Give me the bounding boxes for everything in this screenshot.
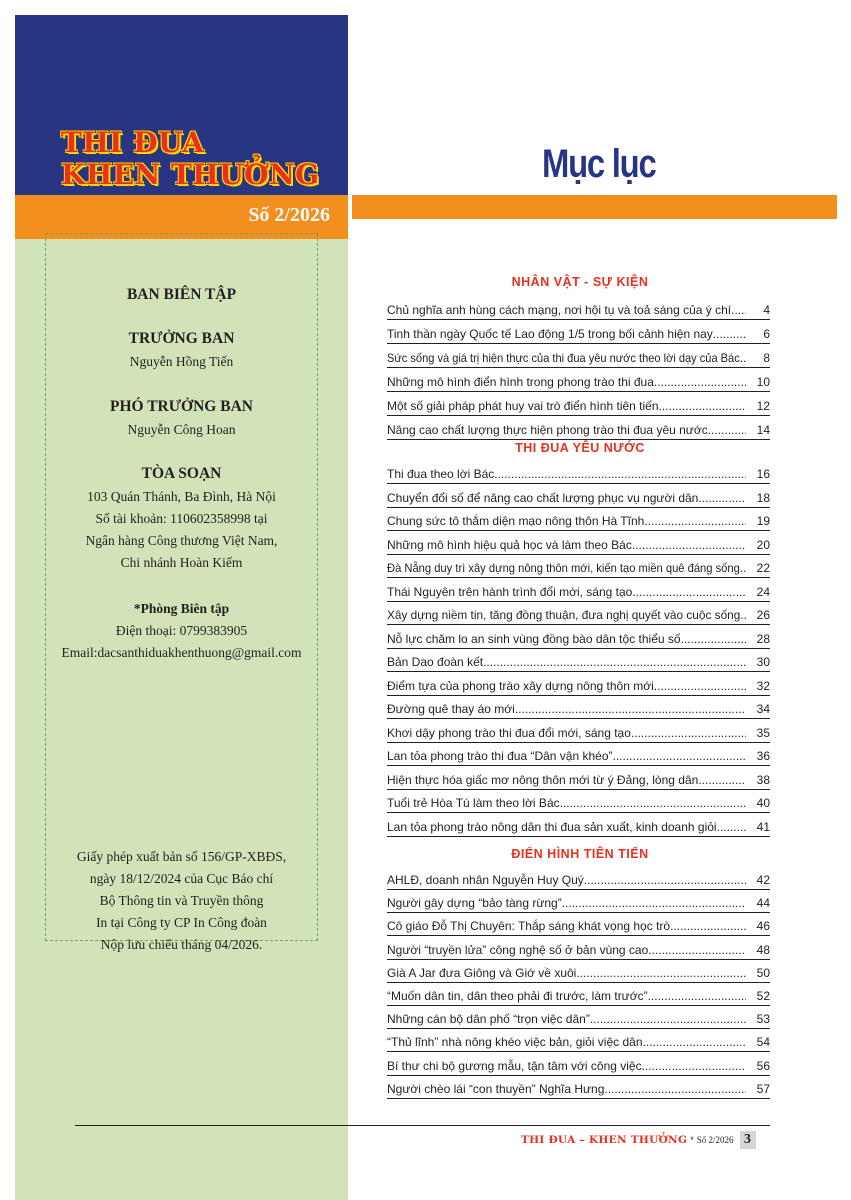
toc-entry-page: 41 [756, 819, 770, 834]
page-number: 3 [740, 1131, 756, 1149]
toc-entry-rule [387, 912, 770, 913]
toc-entry-page: 57 [756, 1081, 770, 1096]
toc-leader-dots [698, 771, 746, 789]
toc-leader-dots [632, 583, 746, 601]
toc-entry-page: 52 [756, 989, 770, 1003]
toc-entry-page: 12 [756, 399, 770, 413]
toc-entry-page: 42 [756, 873, 770, 887]
toc-section-heading: NHÂN VẬT - SỰ KIỆN [511, 275, 649, 289]
toc-leader-dots [560, 794, 746, 812]
toc-entry[interactable] [387, 397, 770, 415]
toc-entry-title: Những mô hình hiệu quả học và làm theo Bác [387, 537, 632, 552]
toc-entry-title: Xây dựng niềm tin, tăng đồng thuận, đưa nghị quyết vào cuộc sống [387, 608, 741, 622]
toc-entry-rule [387, 483, 770, 484]
toc-entry-rule [387, 319, 770, 320]
toc-entry-page: 28 [756, 631, 770, 646]
toc-entry[interactable] [387, 1033, 770, 1051]
toc-leader-dots [494, 465, 746, 483]
toc-entry[interactable] [387, 700, 770, 718]
toc-leader-dots [515, 700, 746, 718]
toc-entry[interactable] [387, 871, 770, 889]
toc-entry-rule [387, 1098, 770, 1099]
page-title: Mục lục [542, 142, 656, 186]
toc-entry-title: Bản Dao đoàn kết [387, 655, 484, 669]
dept-label: *Phòng Biên tập [133, 601, 230, 616]
toc-leader-dots [632, 536, 746, 554]
toc-entry[interactable] [387, 818, 770, 836]
masthead-title-line2: KHEN THƯỞNG [61, 158, 320, 191]
license-line4: In tại Công ty CP In Công đoàn [96, 915, 267, 930]
dept-phone: Điện thoại: 0799383905 [115, 623, 248, 638]
toc-entry-rule [387, 889, 770, 890]
office-label: TÒA SOẠN [141, 465, 222, 482]
toc-entry-rule [387, 671, 770, 672]
toc-entry-title: Sức sống và giá trị hiện thực của thi đua yêu nước theo lời dạy của Bác [387, 351, 740, 365]
toc-entry-page: 16 [756, 467, 770, 481]
toc-entry-rule [387, 577, 770, 578]
issue-number: Số 2/2026 [248, 204, 330, 226]
toc-entry-rule [387, 935, 770, 936]
license-line5: Nộp lưu chiểu tháng 04/2026. [100, 937, 263, 952]
toc-leader-dots [644, 512, 746, 530]
toc-entry-page: 8 [763, 351, 770, 365]
toc-leader-dots [648, 941, 746, 959]
toc-leader-dots [483, 653, 746, 671]
toc-entry-page: 10 [756, 375, 770, 389]
toc-entry-title: Điểm tựa của phong trào xây dựng nông thôn mới [387, 678, 654, 693]
toc-entry-page: 54 [756, 1035, 770, 1050]
toc-entry-page: 22 [756, 561, 770, 575]
toc-entry-page: 32 [756, 678, 770, 693]
toc-entry[interactable] [387, 917, 770, 935]
toc-entry-rule [387, 391, 770, 392]
toc-entry[interactable] [387, 747, 770, 765]
toc-entry-rule [387, 836, 770, 837]
toc-leader-dots [713, 325, 746, 343]
toc-entry-page: 14 [756, 423, 770, 437]
toc-entry[interactable] [387, 771, 770, 789]
toc-entry-title: Một số giải pháp phát huy vai trò điển hình tiên tiến [387, 399, 659, 413]
toc-entry-page: 24 [756, 584, 770, 599]
toc-entry[interactable] [387, 987, 770, 1005]
toc-entry[interactable] [387, 677, 770, 695]
toc-entry-page: 19 [756, 514, 770, 528]
toc-entry-rule [387, 812, 770, 813]
toc-entry-page: 56 [756, 1058, 770, 1073]
toc-leader-dots [659, 397, 746, 415]
toc-leader-dots [698, 489, 746, 507]
toc-entry-rule [387, 1075, 770, 1076]
toc-entry-rule [387, 718, 770, 719]
toc-entry-page: 46 [756, 919, 770, 934]
toc-entry[interactable] [387, 1057, 770, 1075]
toc-entry[interactable] [387, 421, 770, 439]
license-line2: ngày 18/12/2024 của Cục Báo chí [89, 871, 274, 886]
toc-entry-title: Bí thư chi bộ gương mẫu, tận tâm với công việc [387, 1058, 642, 1073]
toc-entry[interactable] [387, 1080, 770, 1098]
toc-entry[interactable] [387, 606, 770, 624]
toc-entry-rule [387, 695, 770, 696]
toc-leader-dots [654, 677, 746, 695]
footer-magazine-title: THI ĐUA – KHEN THƯỞNG [521, 1134, 688, 1146]
masthead-title [61, 127, 320, 191]
toc-entry-page: 26 [756, 608, 770, 622]
toc-entry-title: Lan tỏa phong trào thi đua “Dân vận khéo” [387, 749, 613, 763]
toc-entry-page: 20 [756, 537, 770, 552]
office-address: 103 Quán Thánh, Ba Đình, Hà Nội [87, 489, 276, 504]
toc-entry[interactable] [387, 512, 770, 530]
toc-entry-rule [387, 601, 770, 602]
bank-account: Số tài khoản: 110602358998 tại [95, 511, 268, 526]
toc-entry-page: 4 [763, 303, 770, 317]
toc-entry-page: 53 [756, 1012, 770, 1027]
toc-entry-title: Khơi dậy phong trào thi đua đổi mới, sáng tạo [387, 725, 631, 740]
toc-entry-rule [387, 765, 770, 766]
toc-leader-dots [654, 373, 746, 391]
toc-entry-title: Chủ nghĩa anh hùng cách mạng, nơi hội tụ và toả sáng của ý chí [387, 303, 732, 317]
toc-entry[interactable] [387, 894, 770, 912]
toc-entry-title: Những mô hình điển hình trong phong trào thi đua [387, 375, 654, 389]
toc-leader-dots [576, 964, 746, 982]
license-line3: Bộ Thông tin và Truyền thông [99, 893, 264, 908]
toc-entry-page: 38 [756, 772, 770, 787]
bank-branch: Chi nhánh Hoàn Kiếm [120, 555, 243, 570]
toc-entry-title: Người chèo lái “con thuyền” Nghĩa Hưng [387, 1081, 605, 1096]
toc-leader-dots [643, 1033, 747, 1051]
toc-leader-dots [708, 421, 746, 439]
toc-leader-dots [642, 1057, 746, 1075]
toc-section-heading: THI ĐUA YÊU NƯỚC [515, 441, 645, 455]
toc-entry-title: Người gây dựng “bảo tàng rừng” [387, 896, 562, 911]
toc-entry-title: Tinh thần ngày Quốc tế Lao động 1/5 trong bối cảnh hiện nay [387, 327, 713, 341]
toc-leader-dots [631, 724, 746, 742]
toc-entry-page: 35 [756, 725, 770, 740]
toc-leader-dots [681, 630, 746, 648]
toc-entry-rule [387, 415, 770, 416]
toc-entry-title: Thi đua theo lời Bác [387, 467, 495, 481]
toc-entry-title: Cô giáo Đỗ Thị Chuyên: Thắp sáng khát vọng học trò [387, 919, 671, 934]
toc-entry[interactable] [387, 630, 770, 648]
toc-leader-dots [717, 818, 746, 836]
toc-leader-dots [604, 1080, 746, 1098]
license-line1: Giấy phép xuất bản số 156/GP-XBĐS, [76, 849, 287, 864]
toc-entry[interactable] [387, 325, 770, 343]
toc-entry-rule [387, 1005, 770, 1006]
header-orange-bar [352, 195, 837, 219]
footer-separator: * [690, 1135, 694, 1145]
toc-entry[interactable] [387, 724, 770, 742]
toc-entry-title: Lan tỏa phong trào nông dân thi đua sản xuất, kinh doanh giỏi [387, 819, 717, 834]
toc-leader-dots [648, 987, 746, 1005]
toc-leader-dots [731, 301, 746, 319]
chief-label: TRƯỞNG BAN [128, 330, 235, 347]
toc-entry-rule [387, 530, 770, 531]
toc-entry-rule [387, 789, 770, 790]
toc-entry-page: 34 [756, 702, 770, 716]
toc-leader-dots [670, 917, 746, 935]
toc-entry-rule [387, 343, 770, 344]
toc-entry-page: 40 [756, 796, 770, 810]
toc-entry-title: Đà Nẵng duy trì xây dựng nông thôn mới, kiến tạo miền quê đáng sống [387, 561, 740, 575]
toc-leader-dots [562, 894, 746, 912]
deputy-label: PHÓ TRƯỞNG BAN [110, 398, 253, 415]
toc-entry[interactable] [387, 373, 770, 391]
toc-entry-rule [387, 554, 770, 555]
toc-entry[interactable] [387, 941, 770, 959]
toc-entry-title: Hiện thực hóa giấc mơ nông thôn mới từ ý Đảng, lòng dân [387, 772, 699, 787]
toc-entry-title: Chuyển đổi số để nâng cao chất lượng phục vụ người dân [387, 490, 699, 505]
toc-entry-title: AHLĐ, doanh nhân Nguyễn Huy Quý [387, 873, 584, 887]
toc-entry-page: 6 [763, 327, 770, 341]
masthead [15, 15, 348, 195]
toc-entry-rule [387, 624, 770, 625]
masthead-title-line1: THI ĐUA [61, 126, 205, 159]
toc-entry-rule [387, 367, 770, 368]
deputy-name: Nguyễn Công Hoan [127, 422, 236, 437]
toc-entry[interactable] [387, 1010, 770, 1028]
toc-entry-title: Những cán bộ dân phố “trọn việc dân” [387, 1012, 590, 1027]
toc-entry-title: Nỗ lực chăm lo an sinh vùng đồng bào dân tộc thiểu số [387, 631, 681, 646]
toc-entry[interactable] [387, 794, 770, 812]
toc-entry[interactable] [387, 536, 770, 554]
toc-entry[interactable] [387, 559, 770, 577]
toc-entry-page: 44 [756, 896, 770, 911]
board-title: BAN BIÊN TẬP [126, 286, 237, 303]
toc-entry-title: Thái Nguyên trên hành trình đổi mới, sáng tạo [387, 584, 633, 599]
toc-leader-dots [613, 747, 747, 765]
toc-section-heading: ĐIỂN HÌNH TIÊN TIẾN [511, 847, 649, 861]
toc-entry-title: Già A Jar đưa Giông và Giớ về xuôi [387, 965, 577, 980]
toc-entry[interactable] [387, 465, 770, 483]
toc-entry-title: Tuổi trẻ Hòa Tú làm theo lời Bác [387, 796, 560, 810]
toc-entry-page: 48 [756, 942, 770, 957]
toc-entry-rule [387, 507, 770, 508]
toc-entry-title: Đường quê thay áo mới [387, 702, 515, 716]
toc-entry[interactable] [387, 964, 770, 982]
footer-issue: Số 2/2026 [696, 1135, 734, 1145]
toc-entry-title: “Muốn dân tin, dân theo phải đi trước, làm trước” [387, 989, 648, 1003]
chief-name: Nguyễn Hồng Tiến [129, 354, 234, 369]
toc-entry-rule [387, 959, 770, 960]
toc-leader-dots [590, 1010, 746, 1028]
page-footer [521, 1131, 756, 1149]
toc-entry-title: Chung sức tô thắm diện mạo nông thôn Hà Tĩnh [387, 514, 645, 528]
footer-rule [75, 1125, 770, 1126]
toc-entry-title: Nâng cao chất lượng thực hiện phong trào thi đua yêu nước [387, 423, 708, 437]
bank-name: Ngân hàng Công thương Việt Nam, [85, 533, 278, 548]
toc-entry[interactable] [387, 653, 770, 671]
toc-entry-rule [387, 1051, 770, 1052]
toc-entry[interactable] [387, 583, 770, 601]
toc-entry-page: 36 [756, 749, 770, 763]
toc-entry[interactable] [387, 349, 770, 367]
toc-entry-rule [387, 742, 770, 743]
toc-entry-page: 30 [756, 655, 770, 669]
toc-entry-title: “Thủ lĩnh” nhà nông khéo việc bản, giỏi việc dân [387, 1035, 643, 1050]
toc-entry[interactable] [387, 489, 770, 507]
dept-email: Email:dacsanthiduakhenthuong@gmail.com [61, 645, 302, 660]
toc-entry-page: 18 [756, 490, 770, 505]
toc-entry-rule [387, 1028, 770, 1029]
toc-entry-page: 50 [756, 965, 770, 980]
toc-entry-title: Người “truyền lửa” công nghệ số ở bản vùng cao [387, 942, 649, 957]
toc-entry[interactable] [387, 301, 770, 319]
toc-entry-rule [387, 439, 770, 440]
toc-entry-rule [387, 648, 770, 649]
toc-entry-rule [387, 982, 770, 983]
toc-leader-dots [584, 871, 746, 889]
